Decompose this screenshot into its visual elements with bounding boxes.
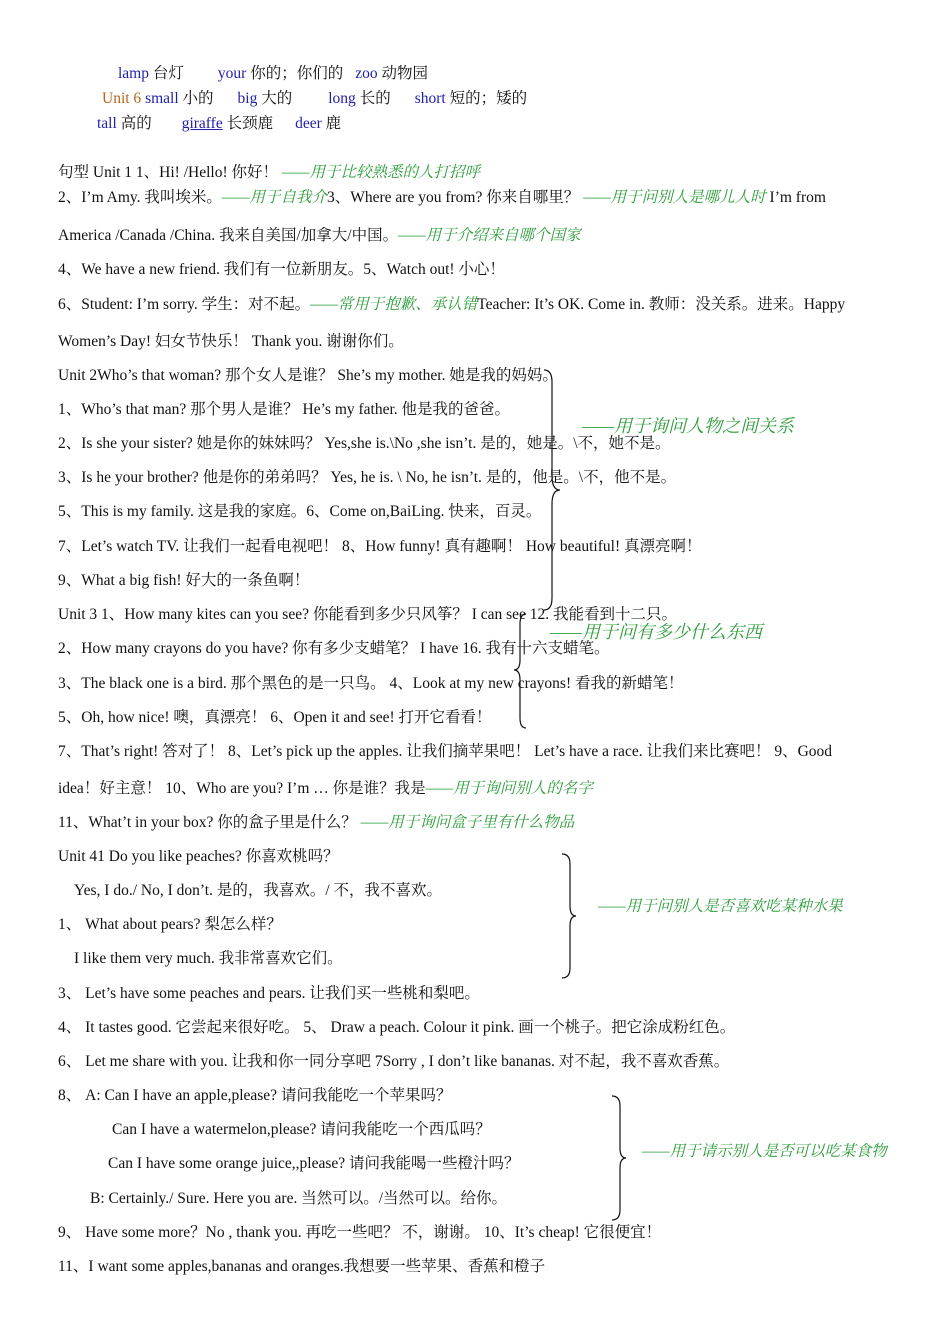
vocab-word: tall <box>97 115 117 132</box>
sentence-line: 3、The black one is a bird. 那个黑色的是一只鸟。 4、Look at my new crayons! 看我的新蜡笔！ <box>58 675 684 692</box>
sentence-line: B: Certainly./ Sure. Here you are. 当然可以。/当然可以。给你。 <box>90 1190 508 1207</box>
sentence-line: Unit 2Who’s that woman? 那个女人是谁？ She’s my mother. 她是我的妈妈。 <box>58 367 558 384</box>
note-request: ——用于请示别人是否可以吃某食物 <box>642 1143 887 1160</box>
sentence-text: 6、Student: I’m sorry. 学生：对不起。 <box>58 296 311 313</box>
sentence-line <box>58 188 826 208</box>
vocab-row-2 <box>102 89 527 109</box>
note-fruit: ——用于问别人是否喜欢吃某种水果 <box>598 898 843 915</box>
sentence-line: 3、 Let’s have some peaches and pears. 让我们买一些桃和梨吧。 <box>58 985 480 1002</box>
sentence-text: 2、I’m Amy. 我叫埃米。 <box>58 189 222 206</box>
vocab-word: short <box>414 90 446 107</box>
usage-note: ——用于自我介 <box>221 189 327 206</box>
sentence-text: I’m from <box>765 189 826 206</box>
sentence-line: Yes, I do./ No, I don’t. 是的，我喜欢。/ 不，我不喜欢。 <box>74 882 442 899</box>
vocab-meaning: 短的；矮的 <box>449 90 528 107</box>
sentence-line: Unit 3 1、How many kites can you see? 你能看到多少只风筝？ I can see 12. 我能看到十二只。 <box>58 606 678 623</box>
vocab-word: long <box>328 90 356 107</box>
vocab-word: giraffe <box>181 115 223 132</box>
sentence-line: 2、How many crayons do you have? 你有多少支蜡笔？ I have 16. 我有十六支蜡笔。 <box>58 640 610 657</box>
sentence-line: Can I have some orange juice,,please? 请问我能喝一些橙汁吗？ <box>108 1155 520 1172</box>
vocab-meaning: 鹿 <box>325 115 342 132</box>
vocab-word: big <box>237 90 258 107</box>
sentence-line: 1、 What about pears? 梨怎么样？ <box>58 916 282 933</box>
sentence-line <box>58 813 574 833</box>
vocab-word: your <box>217 65 247 82</box>
sentence-line: Unit 41 Do you like peaches? 你喜欢桃吗？ <box>58 848 339 865</box>
brace-relation <box>540 368 564 612</box>
sentence-text: 3、Where are you from? 你来自哪里？ <box>326 189 580 206</box>
vocab-word: zoo <box>355 65 378 82</box>
sentence-line: 7、Let’s watch TV. 让我们一起看电视吧！ 8、How funny! 真有趣啊！ How beautiful! 真漂亮啊！ <box>58 538 702 555</box>
vocab-meaning: 长颈鹿 <box>226 115 274 132</box>
vocab-word: small <box>145 90 179 107</box>
sentence-line: 7、That’s right! 答对了！ 8、Let’s pick up the apples. 让我们摘苹果吧！ Let’s have a race. 让我们来比赛吧！ 9、Good <box>58 743 833 760</box>
sentence-line: 8、 A: Can I have an apple,please? 请问我能吃一个苹果吗？ <box>58 1087 452 1104</box>
usage-note: ——常用于抱歉、承认错 <box>310 296 478 313</box>
vocab-meaning: 高的 <box>120 115 152 132</box>
sentence-line: 4、 It tastes good. 它尝起来很好吃。 5、 Draw a peach. Colour it pink. 画一个桃子。把它涂成粉红色。 <box>58 1019 736 1036</box>
sentence-line: Can I have a watermelon,please? 请问我能吃一个西瓜吗？ <box>112 1121 491 1138</box>
sentence-text: idea！好主意！ 10、Who are you? I’m … 你是谁？我是 <box>58 780 426 797</box>
sentence-text: 句型 Unit 1 1、Hi! /Hello! 你好！ <box>58 164 278 181</box>
sentence-line <box>58 226 581 246</box>
usage-note: ——用于问别人是哪儿人时 <box>583 189 766 206</box>
sentence-line: 9、 Have some more？No , thank you. 再吃一些吧？ 不，谢谢。 10、It’s cheap! 它很便宜！ <box>58 1224 662 1241</box>
sentence-line: 2、Is she your sister? 她是你的妹妹吗？ Yes,she is.\No ,she isn’t. 是的，她是。\不，她不是。 <box>58 435 671 452</box>
vocab-meaning: 小的 <box>182 90 214 107</box>
sentence-line: 5、Oh, how nice! 噢，真漂亮！ 6、Open it and see! 打开它看看！ <box>58 709 492 726</box>
note-relation: ——用于询问人物之间关系 <box>582 416 795 436</box>
sentence-line: 6、 Let me share with you. 让我和你一同分享吧 7Sorry , I don’t like bananas. 对不起，我不喜欢香蕉。 <box>58 1053 730 1070</box>
vocab-meaning: 台灯 <box>152 65 184 82</box>
note-howmany: ——用于问有多少什么东西 <box>550 622 763 642</box>
usage-note: ——用于比较熟悉的人打招呼 <box>281 164 480 181</box>
sentence-line <box>58 295 845 315</box>
sentence-line: 4、We have a new friend. 我们有一位新朋友。5、Watch out! 小心！ <box>58 261 505 278</box>
usage-note: ——用于询问盒子里有什么物品 <box>360 814 575 831</box>
sentence-line: 5、This is my family. 这是我的家庭。6、Come on,BaiLing. 快来，百灵。 <box>58 503 542 520</box>
brace-request <box>610 1094 630 1222</box>
sentence-line: 1、Who’s that man? 那个男人是谁？ He’s my father. 他是我的爸爸。 <box>58 401 511 418</box>
sentence-line: 3、Is he your brother? 他是你的弟弟吗？ Yes, he is. \ No, he isn’t. 是的，他是。\不，他不是。 <box>58 469 677 486</box>
sentence-line: Women’s Day! 妇女节快乐！ Thank you. 谢谢你们。 <box>58 333 404 350</box>
usage-note: ——用于介绍来自哪个国家 <box>398 227 581 244</box>
vocab-word: deer <box>295 115 322 132</box>
sentence-line: I like them very much. 我非常喜欢它们。 <box>74 950 343 967</box>
sentence-text: Teacher: It’s OK. Come in. 教师：没关系。进来。Happy <box>477 296 846 313</box>
usage-note: ——用于询问别人的名字 <box>425 780 593 797</box>
vocab-meaning: 你的；你们的 <box>250 65 344 82</box>
vocab-word: lamp <box>118 65 149 82</box>
vocab-row-1 <box>118 64 428 84</box>
sentence-line <box>58 779 593 799</box>
brace-fruit <box>560 852 580 980</box>
unit-label: Unit 6 <box>102 90 142 107</box>
vocab-meaning: 动物园 <box>381 65 428 82</box>
sentence-line: 11、I want some apples,bananas and oranges.我想要一些苹果、香蕉和橙子 <box>58 1258 546 1275</box>
vocab-row-3 <box>97 114 341 134</box>
sentence-text: 11、What’t in your box? 你的盒子里是什么？ <box>58 814 357 831</box>
vocab-meaning: 大的 <box>261 90 293 107</box>
sentence-text: America /Canada /China. 我来自美国/加拿大/中国。 <box>58 227 399 244</box>
vocab-meaning: 长的 <box>359 90 391 107</box>
sentence-line: 9、What a big fish! 好大的一条鱼啊！ <box>58 572 310 589</box>
brace-howmany <box>510 612 530 730</box>
sentence-line <box>58 163 480 183</box>
